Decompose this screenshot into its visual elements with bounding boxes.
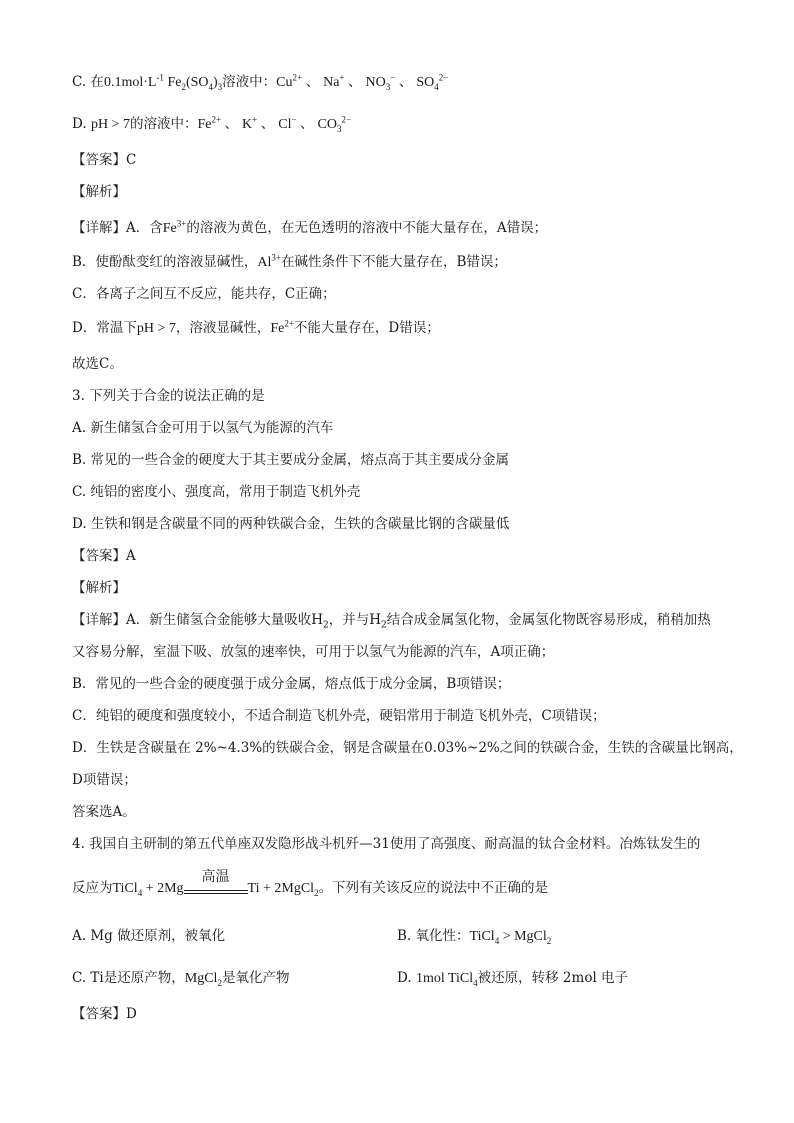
q3-stem: 3. 下列关于合金的说法正确的是 xyxy=(72,388,265,404)
q3-option-b: B. 常见的一些合金的硬度大于其主要成分金属，熔点高于其主要成分金属 xyxy=(72,452,510,468)
q3-detail-c: C．纯铝的硬度和强度较小，不适合制造飞机外壳，硬铝常用于制造飞机外壳，C项错误； xyxy=(72,708,606,724)
ph-condition: pH > 7 xyxy=(90,117,130,132)
answer-value: C xyxy=(126,152,137,168)
q3-option-a: A. 新生储氢合金可用于以氢气为能源的汽车 xyxy=(72,420,334,436)
q4-answer: 【答案】D xyxy=(72,1006,137,1022)
q3-detail-a1: 【详解】A．新生储氢合金能够大量吸收$H_2$，并与$H_2$结合成金属氢化物，金属氢化物既容易形成，稍稍加热 xyxy=(72,612,711,631)
q3-detail-b: B．常见的一些合金的硬度强于成分金属，熔点低于成分金属，B项错误； xyxy=(72,676,511,692)
q4-stem-1: 4. 我国自主研制的第五代单座双发隐形战斗机歼—31使用了高强度、耐高温的钛合金材料。冶炼钛发生的 xyxy=(72,836,701,852)
q4-option-d: D. 1mol TiCl$_4$被还原，转移 2mol 电子 xyxy=(397,970,629,988)
q3-analysis-tag: 【解析】 xyxy=(72,580,126,596)
q3-option-d: D. 生铁和钢是含碳量不同的两种铁碳合金，生铁的含碳量比钢的含碳量低 xyxy=(72,516,510,532)
option-text: 溶液中： xyxy=(222,74,277,90)
q2-analysis-tag: 【解析】 xyxy=(72,184,126,200)
q3-detail-d2: D项错误； xyxy=(72,772,137,788)
q2-detail-d: D．常温下pH > 7，溶液显碱性，$Fe^{2+}$不能大量存在，D错误； xyxy=(72,318,440,336)
ion-list: $Fe^{2+}$ 、 K+ 、 Cl− 、 $CO_3^{2-}$ xyxy=(197,114,352,134)
q4-option-c: C. Ti是还原产物，MgCl$_2$是氧化产物 xyxy=(72,970,290,988)
answer-tag: 【答案】 xyxy=(72,152,126,168)
q4-option-a: A. Mg 做还原剂，被氧化 xyxy=(72,928,226,944)
q2-conclusion: 故选C。 xyxy=(72,356,123,372)
q3-answer: 【答案】A xyxy=(72,548,136,564)
reaction-arrow xyxy=(184,870,248,899)
q3-detail-a2: 又容易分解，室温下吸、放氢的速率快，可用于以氢气为能源的汽车，A项正确； xyxy=(72,644,555,660)
q4-option-b: B. 氧化性：TiCl$_4$ > MgCl$_2$ xyxy=(397,928,552,946)
q2-option-c xyxy=(72,72,448,93)
q3-option-c: C. 纯铝的密度小、强度高，常用于制造飞机外壳 xyxy=(72,484,361,500)
q2-detail-a: 【详解】A．含$Fe^{3+}$的溶液为黄色，在无色透明的溶液中不能大量存在，A错误； xyxy=(72,218,548,236)
option-label: C. 在 xyxy=(72,74,104,90)
reaction-equation: TiCl$_4$ + 2Mg 高温 Ti + 2MgCl$_2$ xyxy=(112,870,319,898)
reaction-condition: 高温 xyxy=(201,870,230,885)
q3-detail-d1: D．生铁是含碳量在 2%~4.3%的铁碳合金，钢是含碳量在0.03%~2%之间的铁碳合金，生铁的含碳量比钢高， xyxy=(72,740,743,756)
q3-conclusion: 答案选A。 xyxy=(72,804,136,820)
ion-list: $Cu^{2+}$ 、 Na+ 、 $NO_3^-$ 、 $SO_4^{2-}$ xyxy=(276,72,449,92)
concentration: $0.1mol\cdot L^{-1}$ xyxy=(103,72,164,90)
q2-detail-c: C．各离子之间互不反应，能共存，C正确； xyxy=(72,286,336,302)
q2-option-d: D. pH > 7的溶液中：$Fe^{2+}$ 、 K+ 、 Cl− 、 $CO_3^{2-}$ xyxy=(72,114,352,134)
detail-tag: 【详解】 xyxy=(72,220,126,236)
q4-stem-2: 反应为TiCl$_4$ + 2Mg 高温 Ti + 2MgCl$_2$。下列有关该反应的说法中不正确的是 xyxy=(72,870,549,898)
q2-detail-b: B．使酚酞变红的溶液显碱性，$Al^{3+}$在碱性条件下不能大量存在，B错误； xyxy=(72,252,507,270)
salt-formula: $Fe_2(SO_4)_3$ xyxy=(167,75,223,92)
q2-answer xyxy=(72,150,136,170)
